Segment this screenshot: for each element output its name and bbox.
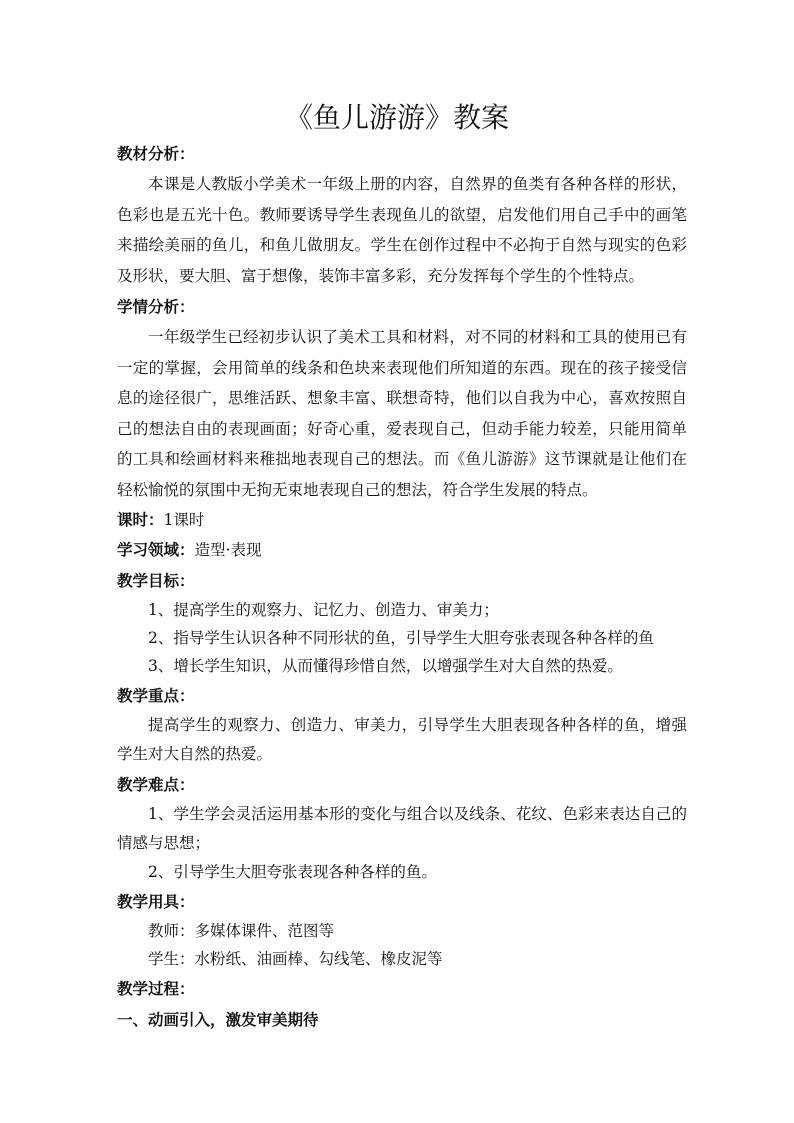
difficulty-item: 1、学生学会灵活运用基本形的变化与组合以及线条、花纹、色彩来表达自己的情感与思想； [117, 805, 687, 852]
key-points-text: 提高学生的观察力、创造力、审美力，引导学生大胆表现各种各样的鱼，增强学生对大自然的热爱。 [117, 716, 687, 763]
teaching-goal-item: 3、增长学生知识，从而懂得珍惜自然，以增强学生对大自然的热爱。 [148, 657, 623, 675]
document-body [117, 138, 687, 1035]
student-tools: 学生：水粉纸、油画棒、勾线笔、橡皮泥等 [148, 950, 443, 968]
teaching-goal-item: 2、指导学生认识各种不同形状的鱼，引导学生大胆夸张表现各种各样的鱼 [148, 629, 654, 647]
process-step-heading: 一、动画引入，激发审美期待 [117, 1010, 319, 1029]
document-title: 《鱼儿游游》教案 [284, 101, 509, 134]
textbook-analysis-text: 本课是人教版小学美术一年级上册的内容，自然界的鱼类有各种各样的形状，色彩也是五光十色。教师要诱导学生表现鱼儿的欲望，启发他们用自己手中的画笔来描绘美丽的鱼儿，和鱼儿做朋友。学生在创作过程中不必拘于自然与现实的色彩及形状，要大胆、富于想像，装饰丰富多彩，充分发挥每个学生的个性特点。 [117, 175, 687, 285]
teaching-goals-heading: 教学目标： [117, 571, 195, 590]
student-analysis-text: 一年级学生已经初步认识了美术工具和材料，对不同的材料和工具的使用已有一定的掌握，会用简单的线条和色块来表现他们所知道的东西。现在的孩子接受信息的途径很广，思维活跃、想象丰富、联想奇特，他们以自我为中心，喜欢按照自己的想法自由的表现画面；好奇心重，爱表现自己，但动手能力较差，只能用简单的工具和绘画材料来稚拙地表现自己的想法。而《鱼儿游游》这节课就是让他们在轻松愉悦的氛围中无拘无束地表现自己的想法，符合学生发展的特点。 [117, 328, 687, 499]
teaching-tools-heading: 教学用具： [117, 892, 195, 911]
class-hours [117, 505, 687, 535]
difficulties-heading: 教学难点： [117, 775, 195, 794]
teaching-goal-item: 1、提高学生的观察力、记忆力、创造力、审美力； [148, 601, 499, 619]
class-hours-label: 课时： [117, 510, 164, 529]
class-hours-value: 1课时 [163, 511, 205, 529]
teaching-process-heading: 教学过程： [117, 979, 195, 998]
difficulty-item: 2、引导学生大胆夸张表现各种各样的鱼。 [148, 863, 437, 881]
learning-domain-value: 造型·表现 [194, 541, 262, 559]
learning-domain-label: 学习领域： [117, 540, 195, 559]
key-points-heading: 教学重点： [117, 686, 195, 705]
learning-domain [117, 535, 687, 565]
textbook-analysis-heading: 教材分析： [117, 144, 195, 163]
student-analysis-heading: 学情分析： [117, 297, 195, 316]
teacher-tools: 教师：多媒体课件、范图等 [148, 922, 335, 940]
